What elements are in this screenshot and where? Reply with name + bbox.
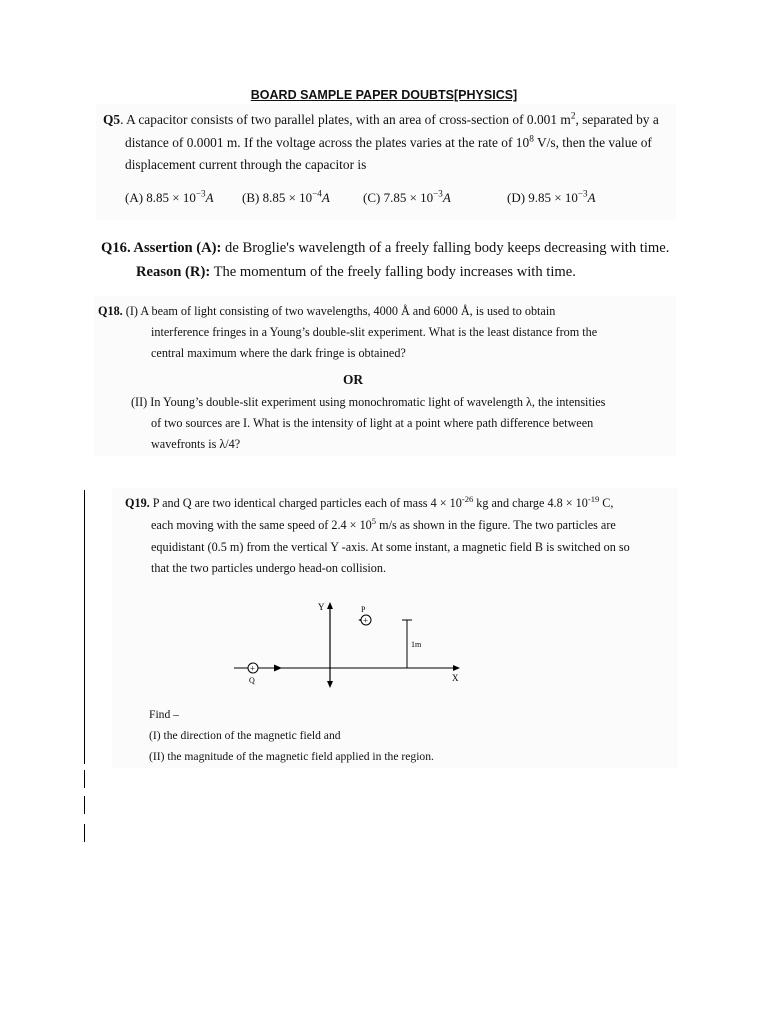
margin-change-bar bbox=[84, 490, 85, 764]
q18-line-6: wavefronts is λ/4? bbox=[151, 437, 241, 451]
q5-sup-2: 8 bbox=[529, 134, 534, 145]
q19-line-1-tail: C, bbox=[599, 496, 614, 510]
option-text: (A) 8.85 × 10 bbox=[125, 190, 196, 205]
q18-or: OR bbox=[343, 372, 364, 387]
q18-line-1-text: (I) A beam of light consisting of two wavelengths, 4000 Å and 6000 Å, is used to obtain bbox=[122, 304, 556, 318]
q18-line-2: interference fringes in a Young’s double-slit experiment. What is the least distance from the bbox=[151, 325, 598, 339]
q16-reason-text: The momentum of the freely falling body increases with time. bbox=[210, 264, 576, 280]
q19-line-1-mid: kg and charge 4.8 × 10 bbox=[473, 496, 588, 510]
option-exp: −3 bbox=[433, 188, 443, 199]
particle-q-label: Q bbox=[249, 676, 255, 685]
q19-line-2-tail: m/s as shown in the figure. The two particles are bbox=[376, 518, 616, 532]
q19-label: Q19. bbox=[125, 496, 150, 510]
option-text: (B) 8.85 × 10 bbox=[242, 190, 313, 205]
q18-label: Q18. bbox=[98, 304, 123, 318]
q5-label: Q5 bbox=[103, 112, 121, 127]
distance-label: 1m bbox=[411, 640, 422, 649]
option-unit: A bbox=[321, 190, 330, 205]
q19-line-2 bbox=[151, 515, 616, 533]
q19-find-2: (II) the magnitude of the magnetic field applied in the region. bbox=[149, 750, 434, 763]
q5-line-1 bbox=[103, 112, 659, 128]
q19-line-1-text: P and Q are two identical charged particles each of mass 4 × 10 bbox=[149, 496, 462, 510]
option-exp: −3 bbox=[195, 188, 206, 199]
option-unit: A bbox=[587, 190, 596, 205]
q19-line-4: that the two particles undergo head-on collision. bbox=[151, 561, 387, 575]
q19-sup-3: 5 bbox=[371, 515, 377, 526]
q5-line-1-tail: , separated by a bbox=[575, 112, 659, 127]
q5-option-c bbox=[363, 190, 451, 206]
question-18-block bbox=[94, 296, 676, 456]
q18-line-4: (II) In Young’s double-slit experiment using monochromatic light of wavelength λ, the intensities bbox=[131, 395, 606, 409]
q16-assertion-text: de Broglie's wavelength of a freely falling body keeps decreasing with time. bbox=[221, 240, 670, 256]
q16-label: Q16. Assertion (A): bbox=[101, 240, 222, 256]
q19-figure bbox=[220, 596, 470, 692]
particle-q-charge: + bbox=[250, 663, 256, 674]
q18-line-3: central maximum where the dark fringe is obtained? bbox=[151, 346, 406, 360]
q5-option-b bbox=[242, 190, 330, 206]
particle-p-label: P bbox=[361, 605, 366, 614]
q5-sup: 2 bbox=[570, 111, 576, 122]
option-exp: −4 bbox=[312, 188, 322, 199]
x-axis-label: X bbox=[452, 673, 459, 683]
q19-sup-1: -26 bbox=[461, 493, 474, 504]
particle-p-charge: + bbox=[363, 615, 369, 626]
q5-line-3: displacement current through the capacitor is bbox=[125, 157, 367, 172]
x-axis-arrow bbox=[453, 665, 460, 671]
q5-line-2-tail: V/s, then the value of bbox=[533, 135, 652, 150]
q16-assertion bbox=[101, 240, 669, 257]
q5-line-2-text: distance of 0.0001 m. If the voltage across the plates varies at the rate of 10 bbox=[125, 135, 530, 150]
q19-line-1 bbox=[125, 493, 614, 511]
q5-option-a bbox=[125, 190, 214, 206]
option-text: (C) 7.85 × 10 bbox=[363, 190, 434, 205]
margin-change-bar bbox=[84, 824, 85, 842]
option-unit: A bbox=[205, 190, 214, 205]
q18-line-1 bbox=[98, 304, 555, 319]
q5-option-d bbox=[507, 190, 596, 206]
q19-find-1: (I) the direction of the magnetic field and bbox=[149, 729, 341, 742]
q19-line-2-text: each moving with the same speed of 2.4 × 10 bbox=[151, 518, 372, 532]
margin-change-bar bbox=[84, 796, 85, 814]
option-exp: −3 bbox=[577, 188, 588, 199]
y-axis-label: Y bbox=[318, 602, 325, 612]
q16-reason bbox=[136, 264, 576, 281]
particle-q-arrow bbox=[274, 665, 282, 672]
q5-line-2 bbox=[125, 135, 652, 151]
q5-line-1-text: . A capacitor consists of two parallel plates, with an area of cross-section of 0.001 m bbox=[120, 112, 571, 127]
page-title: BOARD SAMPLE PAPER DOUBTS[PHYSICS] bbox=[250, 88, 518, 102]
q19-find: Find – bbox=[149, 708, 179, 721]
y-axis-arrow-down bbox=[327, 681, 333, 688]
q16-reason-label: Reason (R): bbox=[136, 264, 211, 280]
option-unit: A bbox=[442, 190, 451, 205]
q19-sup-2: -19 bbox=[587, 493, 600, 504]
y-axis-arrow-up bbox=[327, 602, 333, 609]
option-text: (D) 9.85 × 10 bbox=[507, 190, 578, 205]
q18-line-5: of two sources are I. What is the intensity of light at a point where path difference between bbox=[151, 416, 594, 430]
margin-change-bar bbox=[84, 770, 85, 788]
q19-line-3: equidistant (0.5 m) from the vertical Y -axis. At some instant, a magnetic field B is switched on so bbox=[151, 540, 630, 554]
